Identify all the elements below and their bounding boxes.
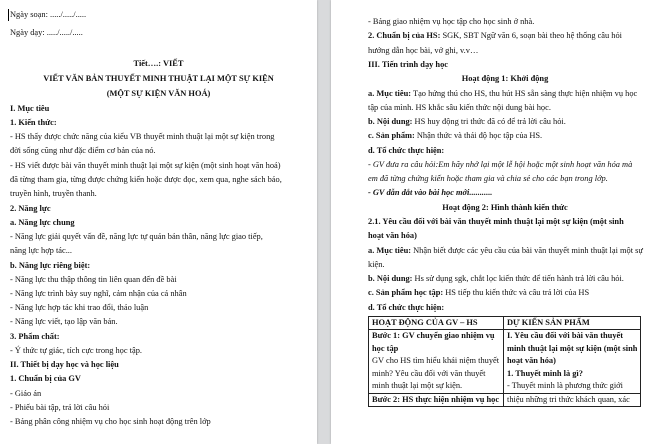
act2-product-label: c. Sản phẩm học tập: xyxy=(368,288,444,297)
act1-goal-text: Tạo hứng thú cho HS, thu hút HS sẵn sàng thực hiện nhiệm vụ học xyxy=(411,89,638,98)
act2-content-label: b. Nội dung: xyxy=(368,274,413,283)
cell-line: Bước 1: GV chuyển giao nhiệm vụ xyxy=(372,331,495,340)
cell-line: minh? Yêu cầu đối với văn thuyết xyxy=(372,368,486,378)
paragraph-line: năng lực hợp tác... xyxy=(10,246,72,255)
specific-skills-heading: b. Năng lực riêng biệt: xyxy=(10,261,91,270)
list-item: - Năng lực viết, tạo lập văn bản. xyxy=(10,317,118,326)
lesson-title: VIẾT VĂN BẢN THUYẾT MINH THUẬT LẠI MỘT SỰ KIỆN xyxy=(43,74,274,83)
list-item: - Bảng phân công nhiệm vụ cho học sinh hoạt động trên lớp xyxy=(10,417,211,426)
activity-1-heading: Hoạt động 1: Khởi động xyxy=(461,74,549,83)
act1-org-heading: d. Tổ chức thực hiện: xyxy=(368,146,445,155)
act1-content-label: b. Nội dung: xyxy=(368,117,413,126)
table-row xyxy=(369,330,641,394)
act2-org-heading: d. Tổ chức thực hiện: xyxy=(368,303,445,312)
lesson-plan-table xyxy=(368,316,641,407)
list-item: - Phiếu bài tập, trả lời câu hỏi xyxy=(10,403,110,412)
act2-product-text: HS tiếp thu kiến thức và câu trả lời của HS xyxy=(443,288,590,297)
paragraph-line: đã từng tham gia, từng được chứng kiến hoặc được đọc, xem qua, nghe sách báo, xyxy=(10,175,282,184)
paragraph-line: truyền hình, truyền thanh. xyxy=(10,189,97,198)
paragraph-line: - GV đưa ra câu hỏi:Em hãy nhớ lại một lễ hội hoặc một sinh hoạt văn hóa mà xyxy=(368,160,633,169)
table-cell xyxy=(504,393,641,407)
paragraph-line: hướng dẫn học bài, vở ghi, v.v… xyxy=(368,46,479,55)
table-cell xyxy=(369,330,504,394)
cell-line: 1. Thuyết minh là gì? xyxy=(507,368,583,378)
act1-product-text: Nhận thức và thái độ học tập của HS. xyxy=(414,131,543,140)
table-row xyxy=(369,393,641,407)
general-skills-heading: a. Năng lực chung xyxy=(10,218,75,227)
skills-heading: 2. Năng lực xyxy=(10,204,51,213)
act2-goal-label: a. Mục tiêu: xyxy=(368,246,412,255)
process-heading: III. Tiến trình dạy học xyxy=(368,60,448,69)
act1-product-label: c. Sản phẩm: xyxy=(368,131,415,140)
document-page-left xyxy=(0,0,317,444)
table-header-cell: HOẠT ĐỘNG CỦA GV – HS xyxy=(369,317,504,330)
cell-line: thiệu những tri thức khách quan, xác xyxy=(507,394,630,404)
equipment-heading: II. Thiết bị dạy học và học liệu xyxy=(10,360,119,369)
text-cursor xyxy=(8,9,9,21)
lesson-number: Tiết….: VIẾT xyxy=(133,59,184,68)
act2-goal-line xyxy=(368,245,643,256)
act2-content-line xyxy=(368,273,624,284)
cell-line: - Thuyết minh là phương thức giới xyxy=(507,381,623,390)
hs-prep-label: 2. Chuẩn bị của HS: xyxy=(368,31,441,40)
section-2-1-heading: 2.1. Yêu cầu đối với bài văn thuyết minh thuật lại một sự kiện (một sinh xyxy=(368,217,624,226)
date-compose: Ngày soạn: ...../...../..... xyxy=(10,10,87,19)
act1-content-text: HS huy động tri thức đã có để trả lời câu hỏi. xyxy=(412,117,566,126)
list-item: - Bảng giao nhiệm vụ học tập cho học sinh ở nhà. xyxy=(368,17,535,26)
cell-line: hoạt văn hóa) xyxy=(507,356,556,365)
document-page-right xyxy=(331,0,650,444)
hs-prep-text: SGK, SBT Ngữ văn 6, soạn bài theo hệ thống câu hỏi xyxy=(440,31,623,40)
act1-goal-label: a. Mục tiêu: xyxy=(368,89,412,98)
act2-goal-text: Nhận biết được các yêu cầu của bài văn thuyết minh thuật lại một sự xyxy=(411,246,643,255)
table-cell xyxy=(504,330,641,394)
paragraph-line: tập của mình. HS khắc sâu kiến thức nội dung bài học. xyxy=(368,103,551,112)
paragraph-line: đời sống cũng như đặc điểm cơ bản của nó. xyxy=(10,146,156,155)
knowledge-heading: 1. Kiến thức: xyxy=(10,118,57,127)
paragraph-line: - GV dẫn dắt vào bài học mới........... xyxy=(368,188,493,197)
list-item: - Năng lực trình bày suy nghĩ, cảm nhận của cá nhân xyxy=(10,289,187,298)
table-header-row xyxy=(369,317,641,330)
act2-content-text: Hs sử dụng sgk, chắt lọc kiến thức để tiến hành trả lời câu hỏi. xyxy=(412,274,624,283)
cell-line: Bước 2: HS thực hiện nhiệm vụ học xyxy=(372,394,500,404)
cell-line: minh thuật lại một sự kiện (một sinh xyxy=(507,343,637,353)
section-2-1-heading-cont: hoạt văn hóa) xyxy=(368,231,417,240)
gv-prep-heading: 1. Chuẩn bị của GV xyxy=(10,374,81,383)
objectives-heading: I. Mục tiêu xyxy=(10,104,50,113)
act1-content-line xyxy=(368,116,566,127)
date-teach: Ngày dạy: ...../...../..... xyxy=(10,28,83,37)
paragraph-line: - HS viết được bài văn thuyết minh thuật lại một sự kiện (một sinh hoạt văn hoá) xyxy=(10,161,281,170)
cell-line: học tập xyxy=(372,343,399,353)
cell-line: I. Yêu cầu đối với bài văn thuyết xyxy=(507,331,624,340)
paragraph-line: - HS thấy được chức năng của kiểu VB thuyết minh thuật lại một sự kiện trong xyxy=(10,132,275,141)
quality-heading: 3. Phẩm chất: xyxy=(10,332,60,341)
act1-goal-line xyxy=(368,88,637,99)
list-item: - Ý thức tự giác, tích cực trong học tập. xyxy=(10,346,142,355)
list-item: - Năng lực thu thập thông tin liên quan đến đề bài xyxy=(10,275,177,284)
list-item: - Năng lực hợp tác khi trao đổi, thảo luận xyxy=(10,303,149,312)
activity-2-heading: Hoạt động 2: Hình thành kiến thức xyxy=(442,203,568,212)
lesson-subtitle: (MỘT SỰ KIỆN VĂN HOÁ) xyxy=(106,89,211,98)
table-header-cell: DỰ KIẾN SẢN PHẨM xyxy=(504,317,641,330)
paragraph-line: em đã từng chứng kiến hoặc tham gia và chia sẻ cho các bạn trong lớp. xyxy=(368,174,608,183)
act1-product-line xyxy=(368,130,542,141)
act2-product-line xyxy=(368,287,589,298)
table-cell xyxy=(369,393,504,407)
paragraph-line: - Năng lực giải quyết vấn đề, năng lực tự quản bản thân, năng lực giao tiếp, xyxy=(10,232,263,241)
list-item: - Giáo án xyxy=(10,389,42,398)
hs-prep-line xyxy=(368,30,622,41)
cell-line: minh thuật lại một sự kiện. xyxy=(372,381,463,390)
paragraph-line: kiện. xyxy=(368,260,385,269)
cell-line: GV cho HS tìm hiểu khái niệm thuyết xyxy=(372,356,500,365)
